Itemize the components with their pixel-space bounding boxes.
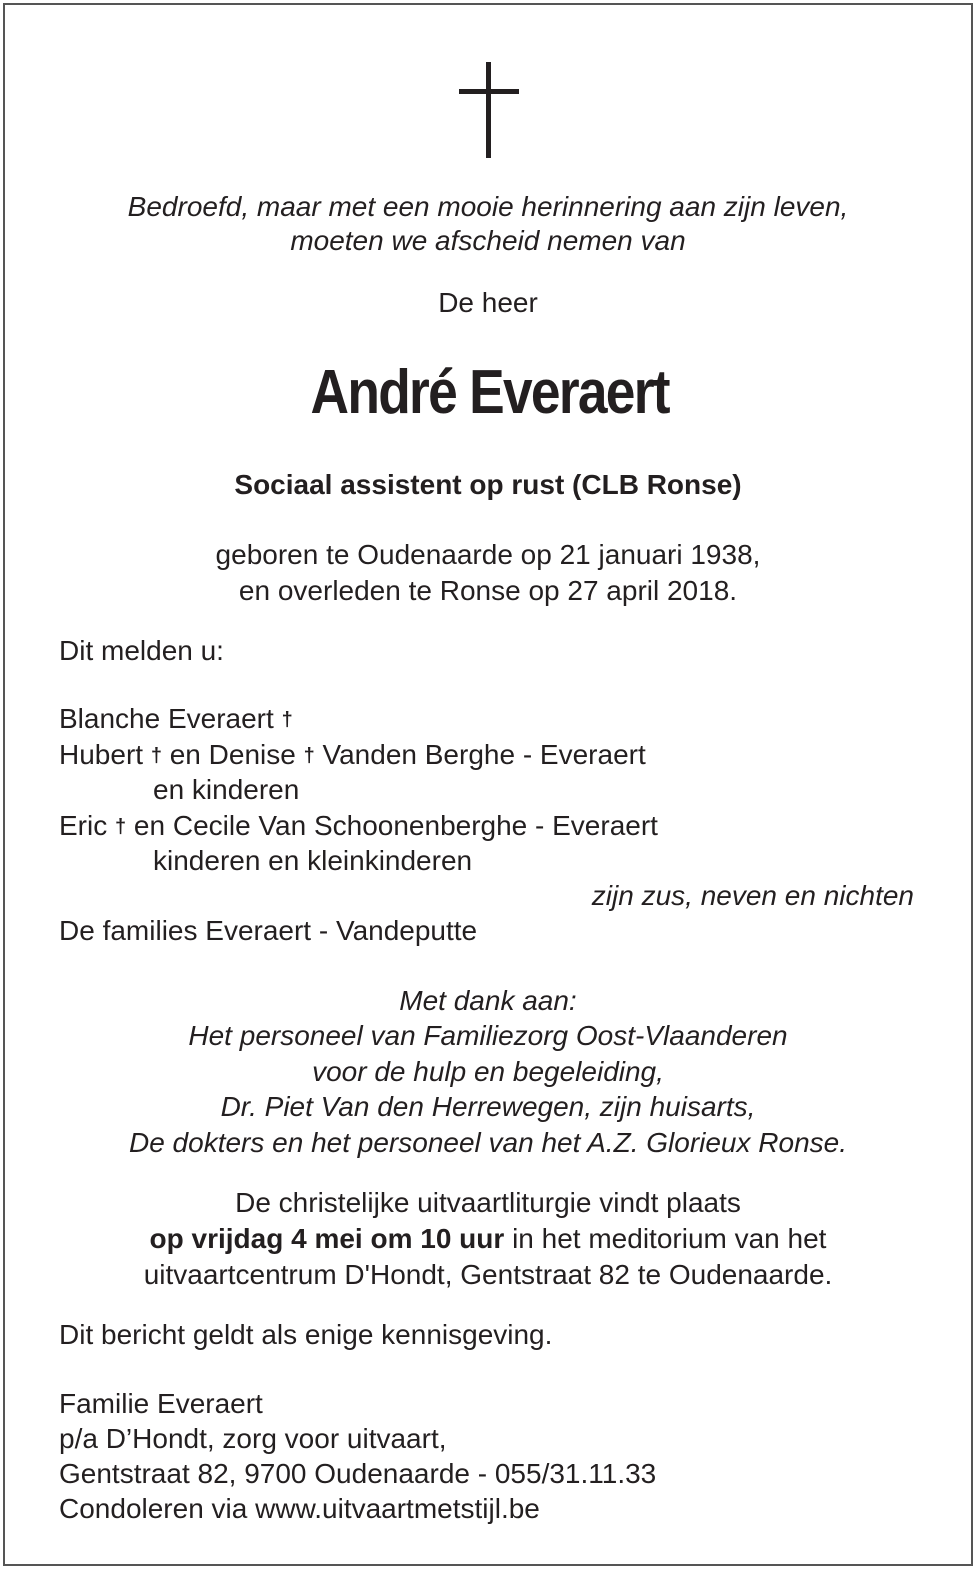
occupation: Sociaal assistent op rust (CLB Ronse): [234, 469, 742, 500]
family-name: en Cecile Van Schoonenberghe - Everaert: [133, 810, 658, 841]
family-row-3: en kinderen: [153, 774, 300, 805]
thanks-line-2: Het personeel van Familiezorg Oost-Vlaanderen: [188, 1020, 788, 1051]
ceremony-location-start: in het meditorium van het: [504, 1223, 827, 1254]
deceased-name: André Everaert: [310, 358, 669, 427]
dagger-icon: †: [281, 709, 293, 731]
family-name: Hubert: [59, 739, 144, 770]
dagger-icon: †: [115, 816, 127, 838]
thanks-line-5: De dokters en het personeel van het A.Z. Glorieux Ronse.: [128, 1127, 848, 1158]
family-name: Vanden Berghe - Everaert: [322, 739, 646, 770]
family-relation-caption: zijn zus, neven en nichten: [591, 880, 914, 911]
intro-line-2: moeten we afscheid nemen van: [290, 225, 686, 256]
notice-text: Dit bericht geldt als enige kennisgeving.: [59, 1319, 553, 1350]
family-row-4: [59, 809, 658, 844]
contact-line-1: Familie Everaert: [59, 1388, 263, 1419]
family-row-2: [59, 738, 646, 773]
family-name: en Denise: [169, 739, 296, 770]
latin-cross-icon: [459, 62, 519, 158]
contact-line-2: p/a D’Hondt, zorg voor uitvaart,: [59, 1423, 447, 1454]
family-name: Blanche Everaert: [59, 703, 274, 734]
thanks-line-3: voor de hulp en begeleiding,: [312, 1056, 664, 1087]
ceremony-line-3: uitvaartcentrum D'Hondt, Gentstraat 82 te Oudenaarde.: [143, 1259, 833, 1290]
contact-line-4: Condoleren via www.uitvaartmetstijl.be: [59, 1493, 540, 1524]
title-prefix: De heer: [438, 287, 538, 318]
ceremony-datetime: op vrijdag 4 mei om 10 uur: [149, 1223, 505, 1254]
family-row-5: kinderen en kleinkinderen: [153, 845, 473, 876]
thanks-heading: Met dank aan:: [399, 985, 577, 1016]
intro-line-1: Bedroefd, maar met een mooie herinnering aan zijn leven,: [127, 191, 849, 222]
dagger-icon: †: [303, 745, 315, 767]
ceremony-line-1: De christelijke uitvaartliturgie vindt plaats: [235, 1187, 741, 1218]
death-line: en overleden te Ronse op 27 april 2018.: [238, 575, 738, 606]
birth-line: geboren te Oudenaarde op 21 januari 1938,: [215, 539, 761, 570]
announcers-heading: Dit melden u:: [59, 635, 224, 666]
ceremony-line-2: [0, 1222, 976, 1256]
thanks-line-4: Dr. Piet Van den Herrewegen, zijn huisarts,: [220, 1091, 756, 1122]
family-row-1: [59, 702, 293, 737]
dagger-icon: †: [150, 745, 162, 767]
family-name: Eric: [59, 810, 108, 841]
contact-line-3: Gentstraat 82, 9700 Oudenaarde - 055/31.11.33: [59, 1458, 657, 1489]
family-row-7: De families Everaert - Vandeputte: [59, 915, 478, 946]
